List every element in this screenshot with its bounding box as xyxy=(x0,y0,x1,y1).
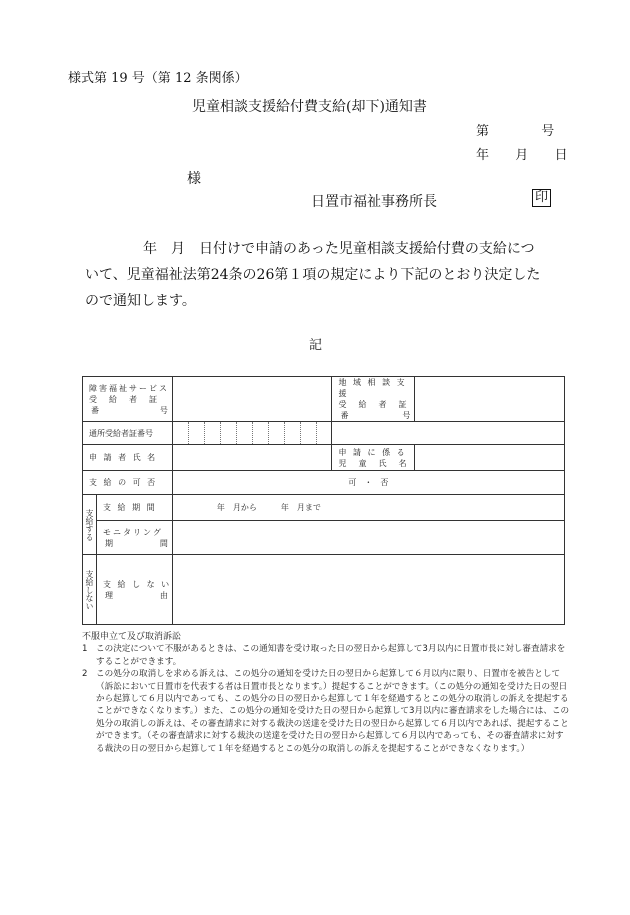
date-day: 日 xyxy=(554,148,568,163)
issuer-name: 日置市福祉事務所長 xyxy=(311,194,437,210)
document-number-line xyxy=(476,120,554,139)
service-cert-number-input[interactable] xyxy=(172,377,332,422)
recipient-honorific: 様 xyxy=(187,171,201,187)
list-item: 2 この処分の取消しを求める訴えは、この処分の通知を受けた日の翌日から起算して６月以内に限り、日置市を被告として（訴訟において日置市を代表する者は日置市長となります。）提起することができます。（この処分の通知を受けた日の翌日から起算して６月以内であっても、この処分の日の翌日から起算して１年を経過するとこの処分の取消しの訴えを提起することができなくなります。）また、この処分の通知を受けた日の翌日から起算して3月以内に審査請求をした場合には、この処分の取消しの訴えは、その審査請求に対する裁決の送達を受けた日の翌日から起算して６月以内であれば、提起することができます。（その審査請求に対する裁決の送達を受けた日の翌日から起算して６月以内であっても、その審査請求に対する裁決の日の翌日から起算して１年を経過するとこの処分の取消しの訴えを提起することができなくなります。） xyxy=(82,668,572,755)
body-line-2: いて、児童福祉法第24条の26第１項の規定により下記のとおり決定した xyxy=(85,267,541,283)
table-row xyxy=(83,377,565,422)
document-title: 児童相談支援給付費支給(却下)通知書 xyxy=(192,99,427,115)
child-name-label-cell xyxy=(332,445,415,471)
monitoring-label-2: 期 間 xyxy=(104,538,168,548)
note-2-text: この処分の取消しを求める訴えは、この処分の通知を受けた日の翌日から起算して６月以内に限り、日置市を被告として（訴訟において日置市を代表する者は日置市長となります。）提起することができます。（この処分の通知を受けた日の翌日から起算して６月以内であっても、この処分の日の翌日から起算して１年を経過するとこの処分の取消しの訴えを提起することができなくなります。）また、この処分の通知を受けた日の翌日から起算して3月以内に審査請求をした場合には、この処分の取消しの訴えは、その審査請求に対する裁決の送達を受けた日の翌日から起算して６月以内であれば、提起することができます。（その審査請求に対する裁決の送達を受けた日の翌日から起算して６月以内であっても、その審査請求に対する裁決の日の翌日から起算して１年を経過するとこの処分の取消しの訴えを提起することができなくなります。） xyxy=(96,669,570,754)
number-suffix: 号 xyxy=(541,124,555,139)
reason-label-2: 理 由 xyxy=(104,590,168,600)
applicant-name-label: 申 請 者 氏 名 xyxy=(83,445,173,471)
consult-cert-label-3: 番 号 xyxy=(340,411,411,420)
consult-cert-label-2: 受 給 者 証 xyxy=(338,400,409,409)
seal-mark: 印 xyxy=(532,189,551,207)
consult-cert-number-input[interactable] xyxy=(415,377,565,422)
table-row xyxy=(83,471,565,495)
daycare-cert-number-input[interactable] xyxy=(172,422,332,445)
service-cert-label-2: 受 給 者 証 xyxy=(89,394,159,404)
monitoring-label-1: モニタリング xyxy=(102,527,163,537)
list-item: 1 この決定について不服があるときは、この通知書を受け取った日の翌日から起算して3月以内に日置市長に対し審査請求をすることができます。 xyxy=(82,643,572,668)
note-1-text: この決定について不服があるときは、この通知書を受け取った日の翌日から起算して3月以内に日置市長に対し審査請求をすることができます。 xyxy=(96,644,566,667)
body-line-3: ので通知します。 xyxy=(85,293,196,309)
date-month: 月 xyxy=(515,148,529,163)
notes-heading: 不服申立て及び取消訴訟 xyxy=(82,632,182,642)
service-cert-label-1: 障害福祉サービス xyxy=(89,383,169,393)
appeal-notes xyxy=(82,631,572,755)
document-date-line xyxy=(476,144,568,163)
service-cert-label-cell xyxy=(83,377,173,422)
applicant-name-input[interactable] xyxy=(172,445,332,471)
date-year: 年 xyxy=(476,148,490,163)
number-prefix: 第 xyxy=(476,124,490,139)
monitoring-label-cell xyxy=(96,521,172,555)
decision-value[interactable]: 可 ・ 否 xyxy=(172,471,564,495)
child-name-label-2: 児 童 氏 名 xyxy=(338,458,409,468)
table-row xyxy=(83,422,565,445)
monitoring-period-input[interactable] xyxy=(172,521,564,555)
daycare-cert-label: 通所受給者証番号 xyxy=(83,422,173,445)
table-row xyxy=(83,555,565,625)
reason-input[interactable] xyxy=(172,555,564,625)
reason-label-1: 支 給 し な い xyxy=(102,579,172,589)
nopay-group-label: 支給しない xyxy=(83,555,97,625)
consult-cert-label-cell xyxy=(332,377,415,422)
period-value[interactable]: 年 月から 年 月まで xyxy=(172,495,564,521)
service-cert-label-3: 番 号 xyxy=(91,405,168,415)
table-row xyxy=(83,495,565,521)
child-name-input[interactable] xyxy=(415,445,565,471)
blank-cell xyxy=(332,422,565,445)
form-number: 様式第 19 号（第 12 条関係） xyxy=(68,71,248,86)
period-label: 支 給 期 間 xyxy=(96,495,172,521)
consult-cert-label-1: 地 域 相 談 支 援 xyxy=(338,378,407,398)
table-row xyxy=(83,445,565,471)
body-line-1: 年 月 日付けで申請のあった児童相談支援給付費の支給につ xyxy=(143,241,535,257)
notice-body xyxy=(85,236,575,314)
table-row xyxy=(83,521,565,555)
decision-label: 支 給 の 可 否 xyxy=(83,471,173,495)
pay-group-label: 支給する xyxy=(83,495,97,555)
decision-table xyxy=(82,376,565,625)
reason-label-cell xyxy=(96,555,172,625)
child-name-label-1: 申 請 に 係 る xyxy=(338,447,407,457)
ki-heading: 記 xyxy=(309,338,323,353)
